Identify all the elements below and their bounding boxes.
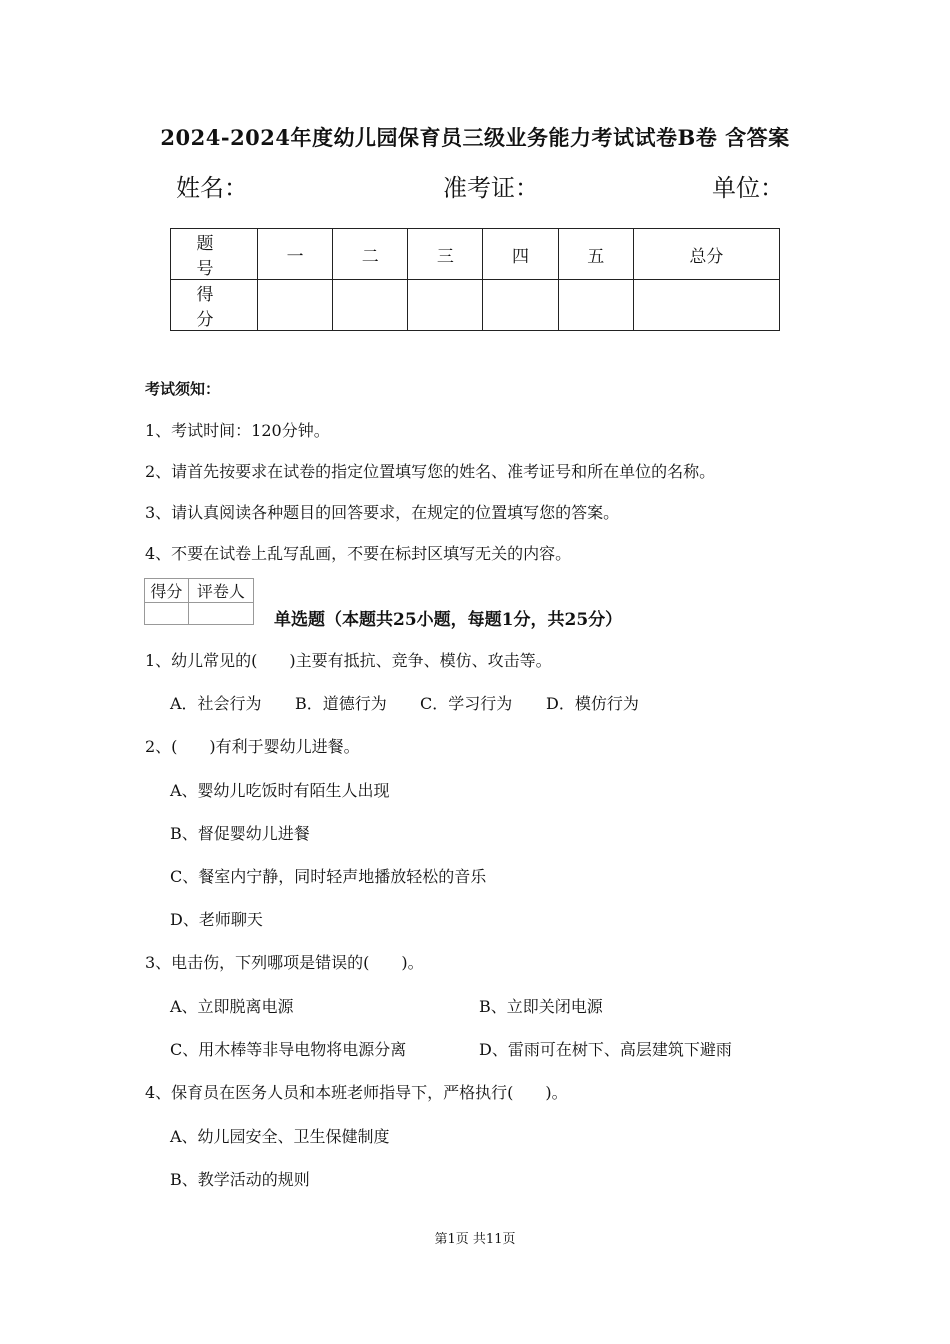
question-stem: 3、电击伤，下列哪项是错误的( )。 — [145, 953, 424, 972]
column-header: 三 — [408, 229, 483, 280]
notice-heading: 考试须知： — [145, 380, 221, 398]
question-option: D、老师聊天 — [170, 910, 263, 929]
question-option: A、立即脱离电源 — [170, 997, 294, 1016]
column-header: 五 — [558, 229, 633, 280]
notice-item: 4、不要在试卷上乱写乱画，不要在标封区填写无关的内容。 — [145, 544, 572, 563]
score-table-score-row — [171, 280, 780, 331]
page-footer: 第1页 共11页 — [434, 1232, 516, 1247]
candidate-info — [0, 168, 950, 204]
score-cell — [633, 280, 779, 331]
question-option: B、督促婴幼儿进餐 — [170, 824, 310, 843]
question-stem: 1、幼儿常见的( )主要有抵抗、竞争、模仿、攻击等。 — [145, 651, 552, 670]
notice-item: 2、请首先按要求在试卷的指定位置填写您的姓名、准考证号和所在单位的名称。 — [145, 462, 716, 481]
question-stem: 4、保育员在医务人员和本班老师指导下，严格执行( )。 — [145, 1083, 568, 1102]
score-cell — [258, 280, 333, 331]
exam-id-label: 准考证： — [443, 174, 539, 202]
score-cell — [408, 280, 483, 331]
notice-item: 3、请认真阅读各种题目的回答要求，在规定的位置填写您的答案。 — [145, 503, 620, 522]
question-option: C．学习行为 — [420, 694, 513, 713]
score-cell — [333, 280, 408, 331]
grader-score-cell — [145, 603, 189, 625]
question-option: B、立即关闭电源 — [479, 997, 603, 1016]
name-label: 姓名： — [176, 174, 248, 202]
question-number-label: 题 号 — [171, 229, 258, 280]
column-header: 总分 — [633, 229, 779, 280]
score-label: 得 分 — [171, 280, 258, 331]
score-cell — [558, 280, 633, 331]
column-header: 二 — [333, 229, 408, 280]
question-option: C、餐室内宁静，同时轻声地播放轻松的音乐 — [170, 867, 487, 886]
question-stem: 2、( )有利于婴幼儿进餐。 — [145, 737, 360, 756]
page-title: 2024-2024年度幼儿园保育员三级业务能力考试试卷B卷 含答案 — [160, 125, 790, 150]
question-option: D、雷雨可在树下、高层建筑下避雨 — [479, 1040, 732, 1059]
grader-score-label: 得分 — [145, 579, 189, 603]
question-option: A、婴幼儿吃饭时有陌生人出现 — [170, 781, 390, 800]
unit-label: 单位： — [712, 174, 784, 202]
grader-name-cell — [188, 603, 253, 625]
section-title: 单选题（本题共25小题，每题1分，共25分） — [274, 610, 623, 630]
question-option: B、教学活动的规则 — [170, 1170, 310, 1189]
column-header: 四 — [483, 229, 558, 280]
question-option: A、幼儿园安全、卫生保健制度 — [170, 1127, 390, 1146]
column-header: 一 — [258, 229, 333, 280]
score-table-header-row — [171, 229, 780, 280]
question-option: D．模仿行为 — [546, 694, 639, 713]
grader-box — [144, 578, 254, 625]
question-option: A．社会行为 — [170, 694, 262, 713]
notice-item: 1、考试时间：120分钟。 — [145, 421, 330, 440]
question-option: C、用木棒等非导电物将电源分离 — [170, 1040, 407, 1059]
score-table — [170, 228, 780, 331]
score-cell — [483, 280, 558, 331]
question-option: B．道德行为 — [295, 694, 387, 713]
grader-name-label: 评卷人 — [188, 579, 253, 603]
